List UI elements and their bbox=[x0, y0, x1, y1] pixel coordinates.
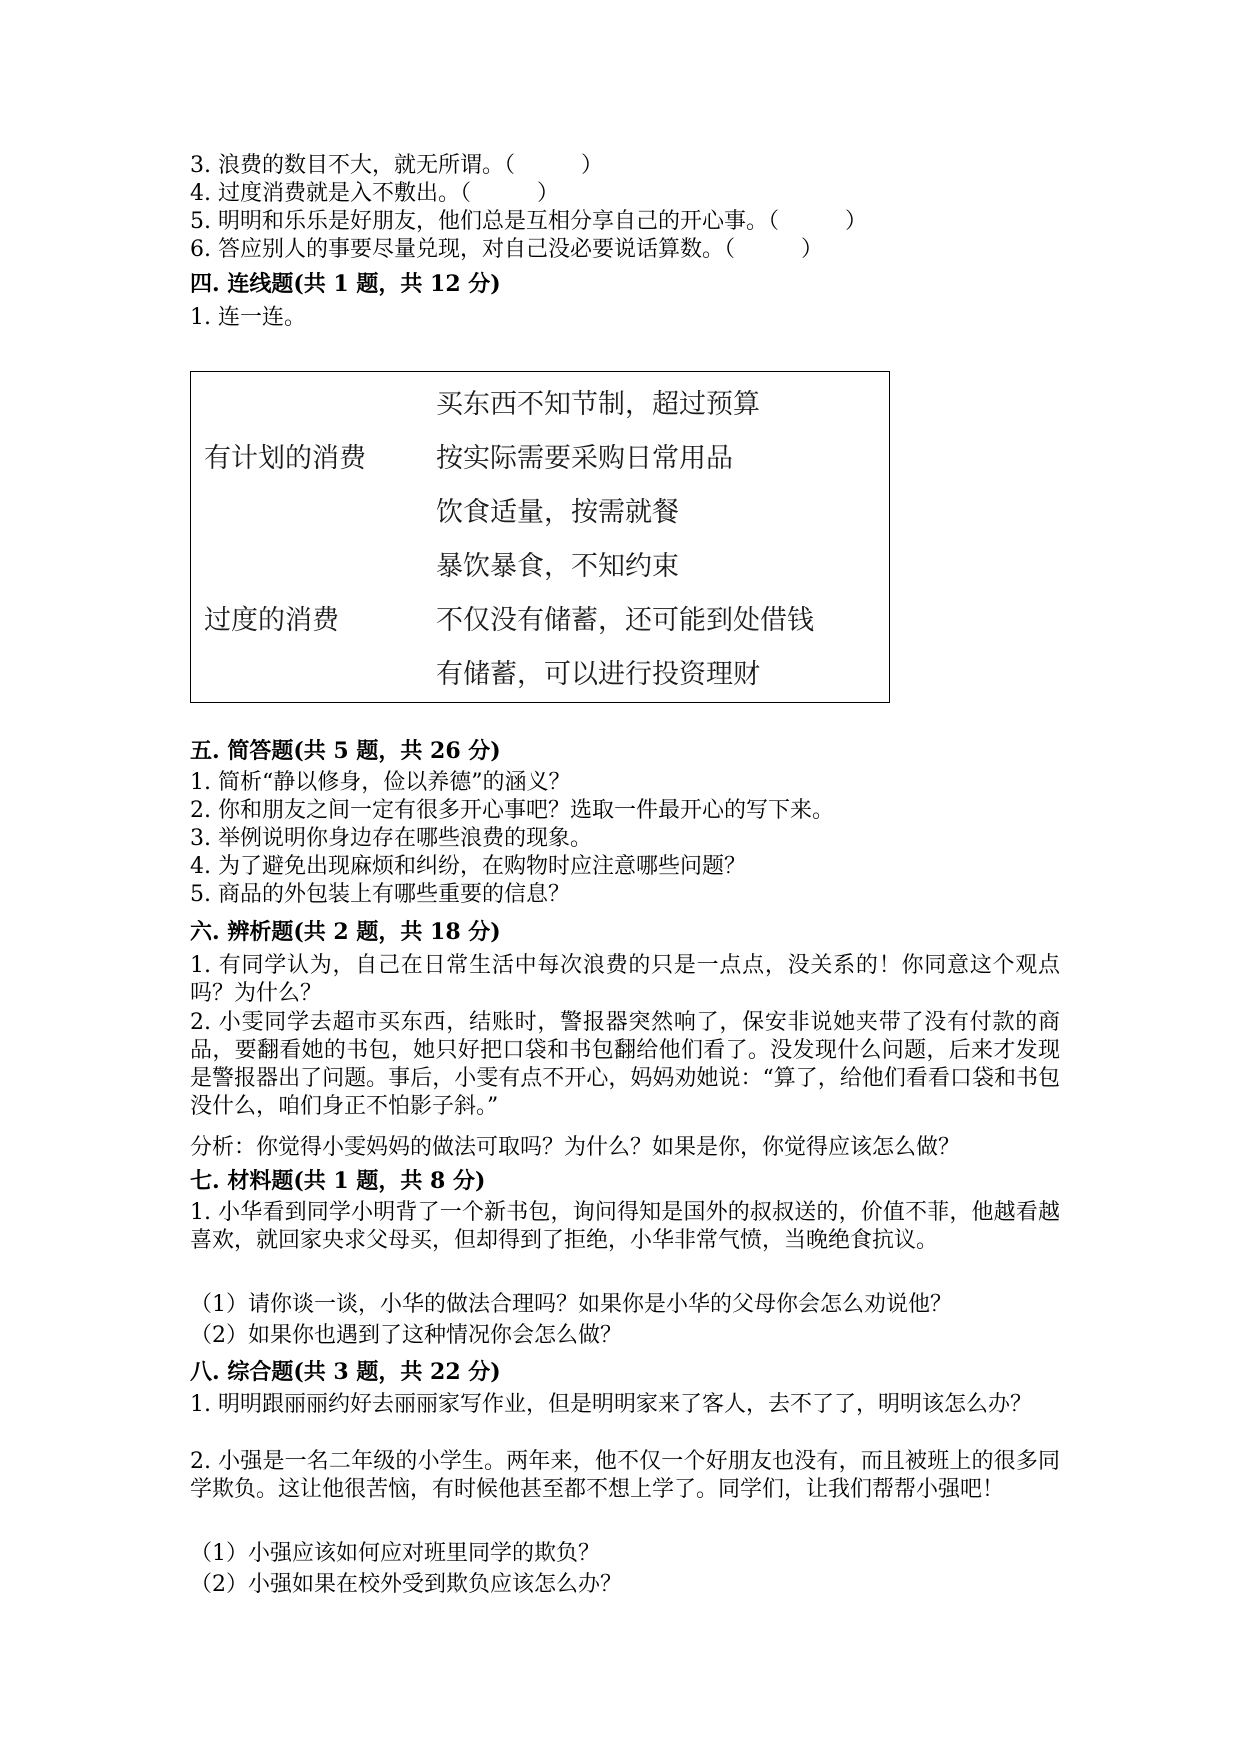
section-5-heading: 五. 简答题(共 5 题，共 26 分) bbox=[190, 738, 501, 764]
short-answer-2: 2. 你和朋友之间一定有很多开心事吧？选取一件最开心的写下来。 bbox=[190, 798, 834, 823]
comprehensive-question-1: 1. 明明跟丽丽约好去丽丽家写作业，但是明明家来了客人，去不了了，明明该怎么办？ bbox=[190, 1392, 1032, 1417]
judgement-item-4: 4. 过度消费就是入不敷出。（ ） bbox=[190, 181, 559, 206]
matching-question-1: 1. 连一连。 bbox=[190, 305, 306, 330]
judgement-item-6: 6. 答应别人的事要尽量兑现，对自己没必要说话算数。（ ） bbox=[190, 237, 823, 262]
match-right-item: 按实际需要采购日常用品 bbox=[436, 443, 733, 474]
judgement-item-3: 3. 浪费的数目不大，就无所谓。（ ） bbox=[190, 153, 603, 178]
short-answer-1: 1. 简析“静以修身，俭以养德”的涵义？ bbox=[190, 770, 571, 795]
material-sub-question-1: （1）请你谈一谈，小华的做法合理吗？如果你是小华的父母你会怎么劝说他？ bbox=[190, 1292, 952, 1317]
section-6-heading: 六. 辨析题(共 2 题，共 18 分) bbox=[190, 919, 501, 945]
material-sub-question-2: （2）如果你也遇到了这种情况你会怎么做？ bbox=[190, 1323, 622, 1348]
short-answer-5: 5. 商品的外包装上有哪些重要的信息？ bbox=[190, 882, 570, 907]
match-left-excessive: 过度的消费 bbox=[204, 605, 339, 636]
match-right-item: 有储蓄，可以进行投资理财 bbox=[436, 659, 760, 690]
match-right-item: 饮食适量，按需就餐 bbox=[436, 497, 679, 528]
comprehensive-question-2: 2. 小强是一名二年级的小学生。两年来，他不仅一个好朋友也没有，而且被班上的很多同学欺负。这让他很苦恼，有时候他甚至都不想上学了。同学们，让我们帮帮小强吧！ bbox=[190, 1449, 1060, 1502]
short-answer-3: 3. 举例说明你身边存在哪些浪费的现象。 bbox=[190, 826, 592, 851]
matching-box bbox=[190, 371, 890, 703]
match-right-item: 买东西不知节制，超过预算 bbox=[436, 389, 760, 420]
analysis-question-2: 2. 小雯同学去超市买东西，结账时，警报器突然响了，保安非说她夹带了没有付款的商品，要翻看她的书包，她只好把口袋和书包翻给他们看了。没发现什么问题，后来才发现是警报器出了问题。事后，小雯有点不开心，妈妈劝她说：“算了，给他们看看口袋和书包没什么，咱们身正不怕影子斜。” bbox=[190, 1010, 1060, 1119]
section-4-heading: 四. 连线题(共 1 题，共 12 分) bbox=[190, 271, 501, 297]
match-right-item: 不仅没有储蓄，还可能到处借钱 bbox=[436, 605, 814, 636]
material-question-1: 1. 小华看到同学小明背了一个新书包，询问得知是国外的叔叔送的，价值不菲，他越看越喜欢，就回家央求父母买，但却得到了拒绝，小华非常气愤，当晚绝食抗议。 bbox=[190, 1200, 1060, 1253]
section-8-heading: 八. 综合题(共 3 题，共 22 分) bbox=[190, 1359, 501, 1385]
judgement-item-5: 5. 明明和乐乐是好朋友，他们总是互相分享自己的开心事。（ ） bbox=[190, 209, 867, 234]
analysis-prompt: 分析：你觉得小雯妈妈的做法可取吗？为什么？如果是你，你觉得应该怎么做？ bbox=[190, 1135, 961, 1160]
short-answer-4: 4. 为了避免出现麻烦和纠纷，在购物时应注意哪些问题？ bbox=[190, 854, 746, 879]
match-right-item: 暴饮暴食，不知约束 bbox=[436, 551, 679, 582]
comprehensive-sub-question-2: （2）小强如果在校外受到欺负应该怎么办？ bbox=[190, 1572, 622, 1597]
section-7-heading: 七. 材料题(共 1 题，共 8 分) bbox=[190, 1168, 486, 1194]
comprehensive-sub-question-1: （1）小强应该如何应对班里同学的欺负？ bbox=[190, 1541, 600, 1566]
analysis-question-1: 1. 有同学认为，自己在日常生活中每次浪费的只是一点点，没关系的！你同意这个观点吗？为什么？ bbox=[190, 953, 1060, 1006]
match-left-planned: 有计划的消费 bbox=[204, 443, 366, 474]
